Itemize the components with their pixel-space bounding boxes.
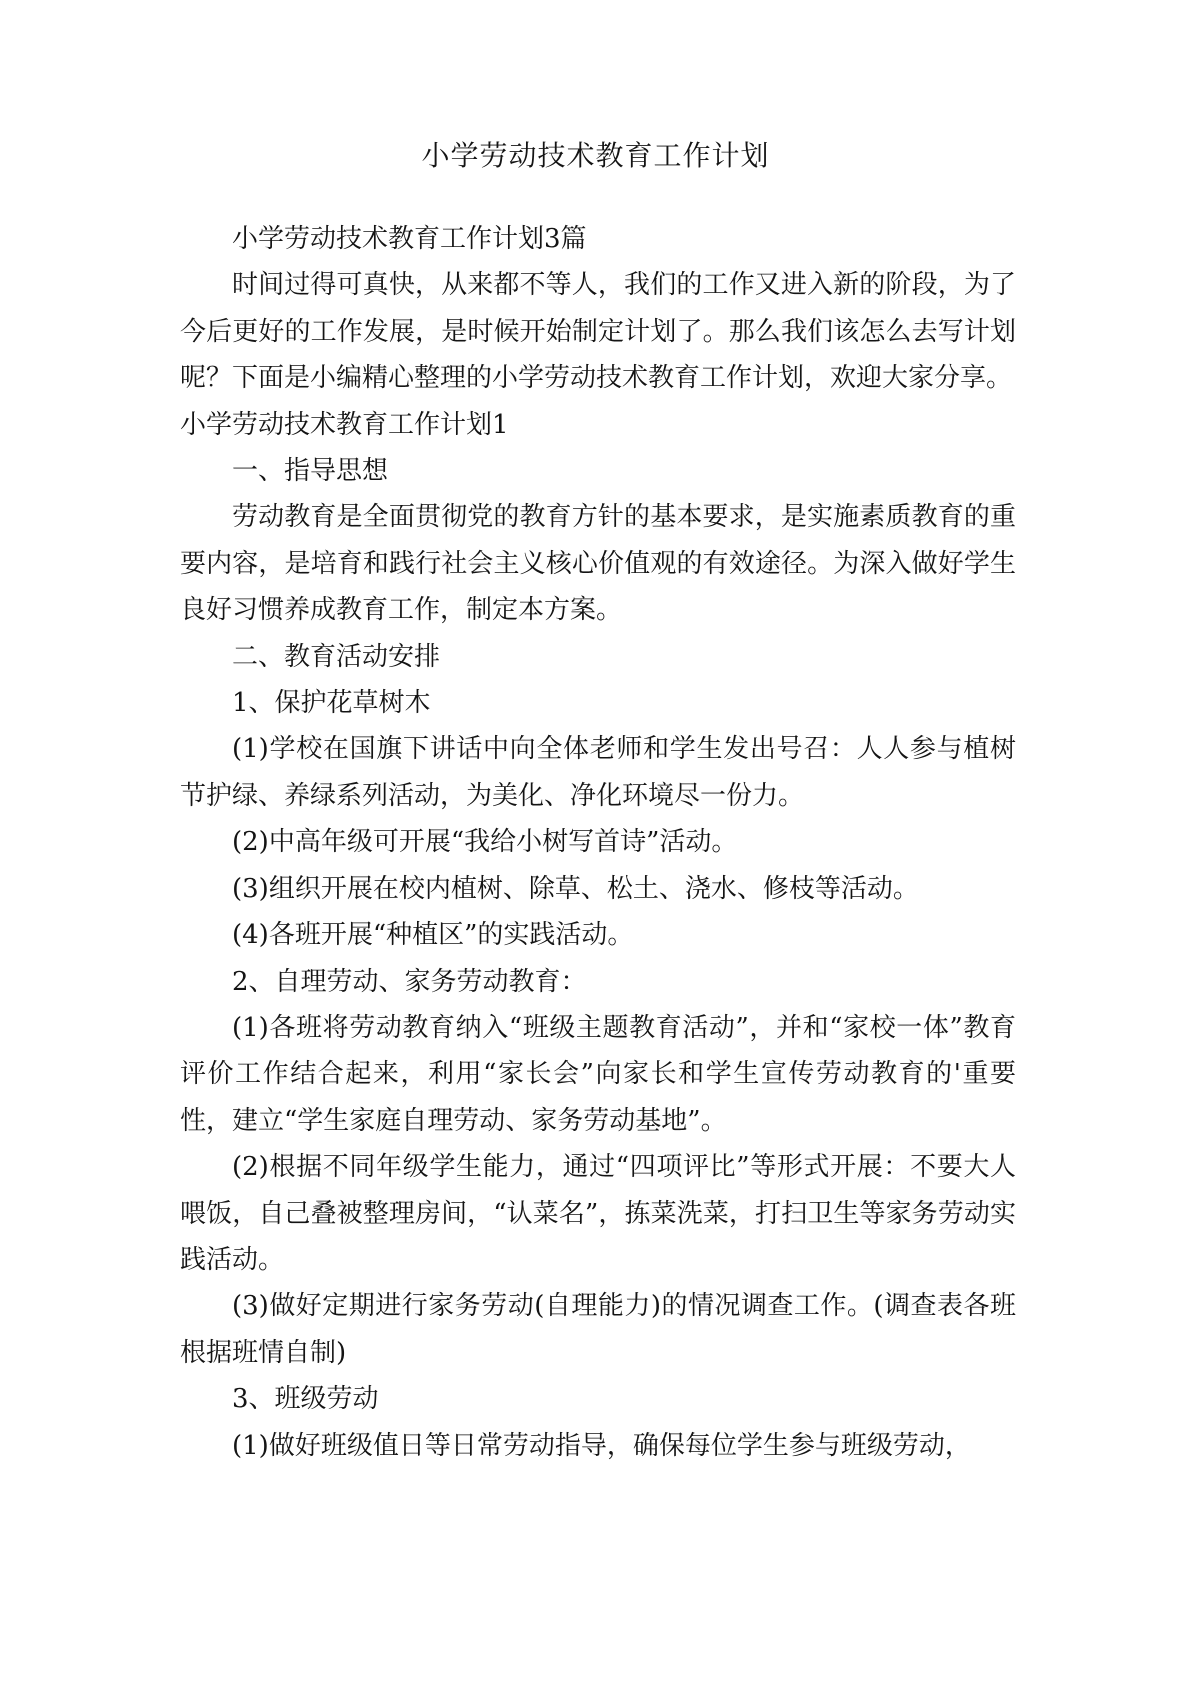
list-item: (2)根据不同年级学生能力，通过“四项评比”等形式开展：不要大人喂饭，自己叠被整理房间，“认菜名”，拣菜洗菜，打扫卫生等家务劳动实践活动。: [180, 1152, 1016, 1275]
list-item: (1)做好班级值日等日常劳动指导，确保每位学生参与班级劳动，: [232, 1430, 971, 1461]
subsection-heading: 1、保护花草树木: [232, 688, 431, 719]
subtitle-paragraph: 小学劳动技术教育工作计划3篇: [232, 224, 587, 254]
section-heading: 一、指导思想: [232, 456, 389, 487]
plan-heading: 小学劳动技术教育工作计划1: [180, 409, 509, 440]
intro-paragraph: 时间过得可真快，从来都不等人，我们的工作又进入新的阶段，为了今后更好的工作发展，是时候开始制定计划了。那么我们该怎么去写计划呢？下面是小编精心整理的小学劳动技术教育工作计划，欢迎大家分享。: [180, 270, 1016, 394]
list-item: (1)学校在国旗下讲话中向全体老师和学生发出号召：人人参与植树节护绿、养绿系列活动，为美化、净化环境尽一份力。: [180, 734, 1016, 811]
list-item: (4)各班开展“种植区”的实践活动。: [232, 920, 634, 951]
list-item: (2)中高年级可开展“我给小树写首诗”活动。: [232, 827, 738, 858]
document-title: 小学劳动技术教育工作计划: [421, 139, 770, 172]
subsection-heading: 2、自理劳动、家务劳动教育：: [232, 966, 587, 997]
subsection-heading: 3、班级劳动: [232, 1384, 379, 1415]
list-item: (3)做好定期进行家务劳动(自理能力)的情况调查工作。(调查表各班根据班情自制): [180, 1291, 1016, 1368]
list-item: (1)各班将劳动教育纳入“班级主题教育活动”，并和“家校一体”教育评价工作结合起来，利用“家长会”向家长和学生宣传劳动教育的'重要性，建立“学生家庭自理劳动、家务劳动基地”。: [180, 1012, 1016, 1136]
section-heading: 二、教育活动安排: [232, 641, 441, 672]
body-paragraph: 劳动教育是全面贯彻党的教育方针的基本要求，是实施素质教育的重要内容，是培育和践行社会主义核心价值观的有效途径。为深入做好学生良好习惯养成教育工作，制定本方案。: [180, 502, 1016, 626]
list-item: (3)组织开展在校内植树、除草、松土、浇水、修枝等活动。: [232, 873, 919, 904]
document-body: [180, 216, 1016, 1469]
